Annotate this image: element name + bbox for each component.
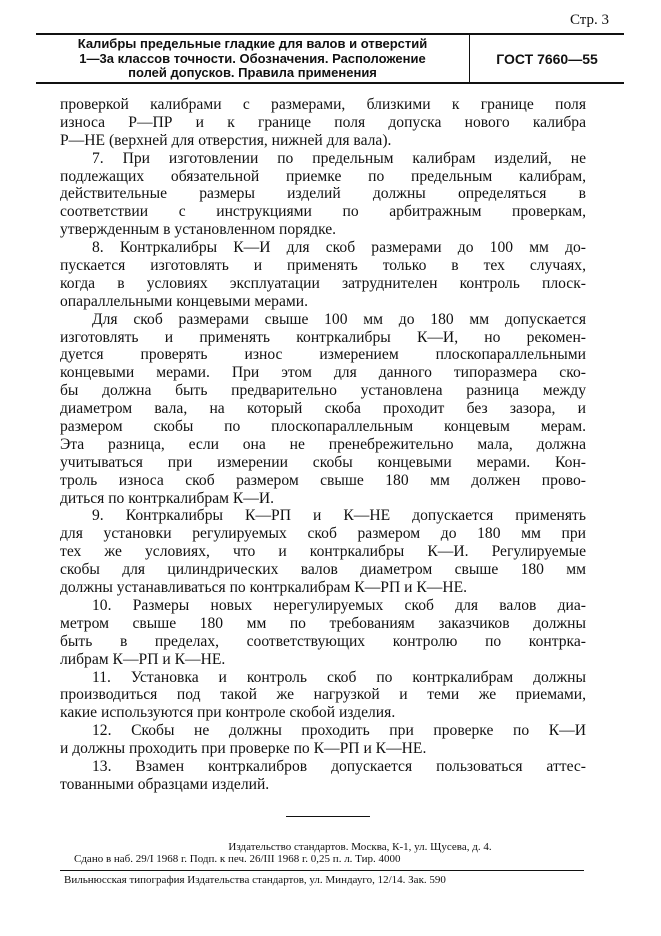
text-line: когда в условиях эксплуатации затруднителен контроль плоск- [60, 274, 586, 292]
text-line: диться по контркалибрам К—И. [60, 489, 275, 507]
text-line: дуется проверять износ измерением плоскопараллельными [60, 346, 586, 364]
page-number: Стр. 3 [569, 12, 609, 28]
text-line: пускается изготовлять и применять только в тех случаях, [60, 257, 586, 275]
imprint-publisher: Издательство стандартов. Москва, К-1, ул. Щусева, д. 4. [228, 841, 492, 853]
body-text [60, 96, 586, 794]
document-header [36, 33, 624, 84]
text-line: и должны проходить при проверке по К—РП и К—НЕ. [60, 740, 427, 758]
text-line: изготовлять и применять контркалибры К—И, но рекомен- [60, 328, 586, 346]
text-line: Эта разница, если она не пренебрежительно мала, должна [60, 435, 586, 453]
text-line: тованными образцами изделий. [60, 775, 270, 793]
header-title-line: полей допусков. Правила применения [128, 65, 377, 80]
text-line: Р—НЕ (верхней для отверстия, нижней для вала). [60, 131, 392, 149]
imprint-divider [60, 870, 584, 871]
text-line: концевыми мерами. При этом для данного типоразмера ско- [60, 364, 586, 382]
imprint-print-data: Сдано в наб. 29/I 1968 г. Подп. к печ. 26/III 1968 г. 0,25 п. л. Тир. 4000 [74, 853, 401, 865]
publisher-imprint [60, 841, 580, 865]
header-title-line: 1—3а классов точности. Обозначения. Расположение [79, 50, 426, 66]
text-line: 12. Скобы не должны проходить при проверке по К—И [92, 722, 586, 740]
text-line: учитываться при измерении скобы концевыми мерами. Кон- [60, 453, 586, 471]
text-line: производиться под такой же нагрузкой и теми же приемами, [60, 686, 586, 704]
imprint-printer: Вильнюсская типография Издательства стандартов, ул. Миндауго, 12/14. Зак. 590 [64, 874, 446, 886]
text-line: утвержденным в установленном порядке. [60, 221, 337, 239]
header-title [36, 35, 470, 82]
text-line: 11. Установка и контроль скоб по контркалибрам должны [92, 668, 586, 686]
text-line: 9. Контркалибры К—РП и К—НЕ допускается применять [92, 507, 586, 525]
text-line: размером скобы по плоскопараллельным концевым мерам. [60, 418, 586, 436]
text-line: троль износа скоб размером свыше 180 мм должен прово- [60, 471, 586, 489]
text-line: 7. При изготовлении по предельным калибрам изделий, не [92, 149, 586, 167]
text-line: скобы для цилиндрических валов диаметром свыше 180 мм [60, 561, 586, 579]
text-line: метром свыше 180 мм по требованиям заказчиков должны [60, 614, 586, 632]
standard-code: ГОСТ 7660—55 [496, 50, 598, 67]
text-line: тех же условиях, что и контркалибры К—И. Регулируемые [60, 543, 586, 561]
text-line: проверкой калибрами с размерами, близкими к границе поля [60, 96, 586, 113]
text-line: подлежащих обязательной приемке по предельным калибрам, [60, 167, 586, 185]
text-line: быть в пределах, соответствующих контролю по контрка- [60, 632, 586, 650]
text-line: соответствии с инструкциями по арбитражным проверкам, [60, 203, 586, 221]
text-line: опараллельными концевыми мерами. [60, 292, 308, 310]
text-line: 10. Размеры новых нерегулируемых скоб для валов диа- [92, 596, 586, 614]
text-line: бы должна быть предварительно установлена разница между [60, 382, 586, 400]
text-line: 8. Контркалибры К—И для скоб размерами до 100 мм до- [92, 239, 586, 257]
text-line: либрам К—РП и К—НЕ. [60, 650, 226, 668]
text-line: для установки регулируемых скоб размером до 180 мм при [60, 525, 586, 543]
text-line: износа Р—ПР и к границе поля допуска нового калибра [60, 113, 586, 131]
text-line: диаметром вала, на который скоба проходит без зазора, и [60, 400, 586, 418]
header-title-line: Калибры предельные гладкие для валов и отверстий [77, 36, 428, 51]
end-divider [286, 816, 370, 817]
text-line: Для скоб размерами свыше 100 мм до 180 мм допускается [92, 310, 586, 328]
text-line: должны устанавливаться по контркалибрам К—РП и К—НЕ. [60, 579, 468, 597]
text-line: действительные размеры изделий должны определяться в [60, 185, 586, 203]
text-line: 13. Взамен контркалибров допускается пользоваться аттес- [92, 757, 586, 775]
text-line: какие используются при контроле скобой изделия. [60, 704, 396, 722]
